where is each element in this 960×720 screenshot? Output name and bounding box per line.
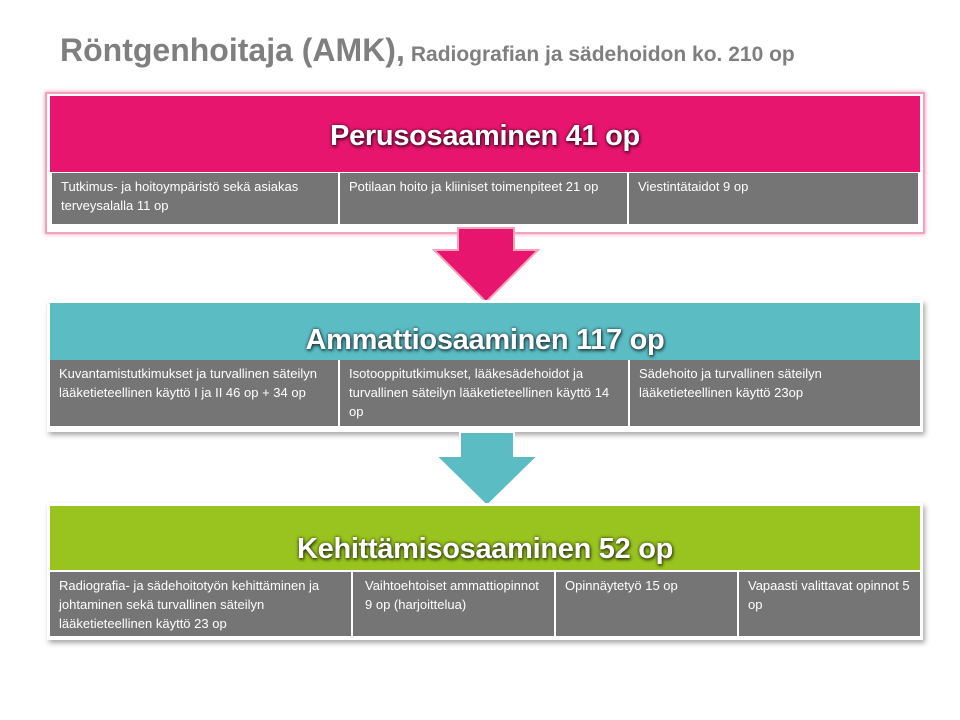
course-box: Vaihtoehtoiset ammattiopinnot 9 op (harjoittelua) [353,572,556,636]
section-kehittamisosaaminen-heading: Kehittämisosaaminen 52 op [50,506,920,570]
course-box: Kuvantamistutkimukset ja turvallinen säteilyn lääketieteellinen käyttö I ja II 46 op + 34 op [50,360,340,426]
section-kehittamisosaaminen-items [50,572,920,636]
course-box: Sädehoito ja turvallinen säteilyn lääketieteellinen käyttö 23op [630,360,920,426]
section-ammattiosaaminen-heading: Ammattiosaaminen 117 op [50,303,920,360]
course-box: Isotooppitutkimukset, lääkesädehoidot ja turvallinen säteilyn lääketieteellinen käyttö 14 op [340,360,630,426]
section-ammattiosaaminen-items [50,360,920,426]
title-main: Röntgenhoitaja (AMK), [60,32,405,68]
course-box: Opinnäytetyö 15 op [556,572,739,636]
course-box: Tutkimus- ja hoitoympäristö sekä asiakas terveysalalla 11 op [52,173,340,224]
course-box: Potilaan hoito ja kliiniset toimenpiteet 21 op [340,173,629,224]
arrow-down-icon-pink [430,226,542,306]
course-box: Vapaasti valittavat opinnot 5 op [739,572,920,636]
course-box: Radiografia- ja sädehoitotyön kehittäminen ja johtaminen sekä turvallinen säteilyn lääketieteellinen käyttö 23 op [50,572,353,636]
page-title [60,32,795,69]
arrow-down-icon-teal [432,430,542,510]
section-perusosaaminen-heading: Perusosaaminen 41 op [50,96,920,172]
title-sub: Radiografian ja sädehoidon ko. 210 op [410,43,795,66]
section-perusosaaminen-items [52,173,918,224]
course-box: Viestintätaidot 9 op [629,173,918,224]
